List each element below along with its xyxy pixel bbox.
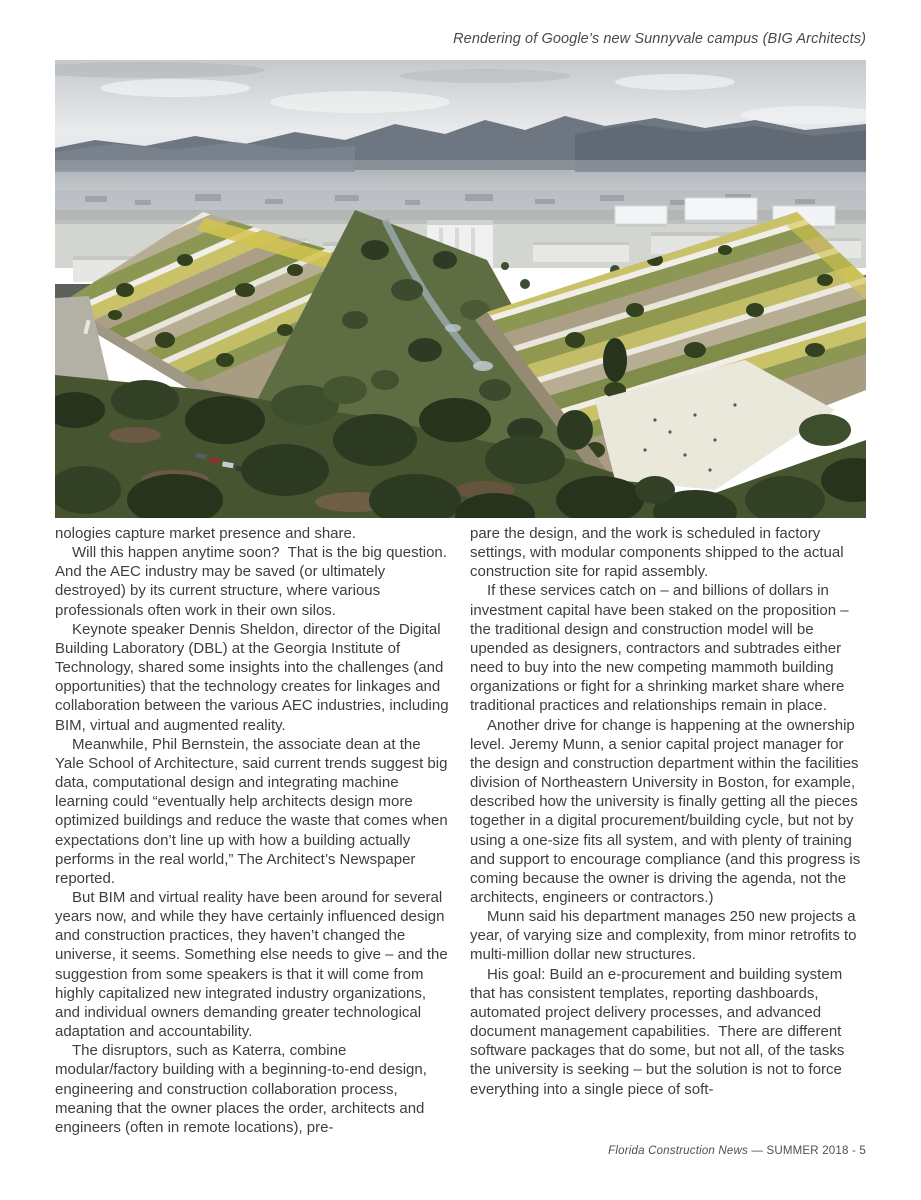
article-paragraph: nologies capture market presence and share.: [55, 525, 357, 542]
article-body: [55, 524, 867, 1137]
publication-name: Florida Construction News: [608, 1145, 748, 1157]
article-paragraph: His goal: Build an e-procurement and building system that has consistent templates, reporting dashboards, automated project delivery processes, and advanced document management capabilities. There are different software packages that do some, but not all, of the tasks the university is seeking – but the solution is not to force everything into a single piece of soft-: [470, 965, 849, 1098]
article-column-left: [55, 524, 452, 1137]
article-paragraph: Meanwhile, Phil Bernstein, the associate dean at the Yale School of Architecture, said current trends suggest big data, computational design and integrating machine learning could “eventually help architects design more optimized buildings and reduce the waste that comes when expectations don’t line up with how a building actually performs in the real world,” The Architect’s Newspaper reported.: [55, 735, 452, 887]
campus-rendering-illustration: [55, 60, 866, 518]
article-paragraph: pare the design, and the work is scheduled in factory settings, with modular components shipped to the actual construction site for rapid assembly.: [470, 525, 848, 581]
article-paragraph: Keynote speaker Dennis Sheldon, director of the Digital Building Laboratory (DBL) at the Georgia Institute of Technology, shared some insights into the challenges (and opportunities) that the technology creates for linkages and collaboration between the various AEC industries, including BIM, virtual and augmented reality.: [55, 620, 453, 734]
article-paragraph: Munn said his department manages 250 new projects a year, of varying size and complexity, from minor retrofits to multi-million dollar new structures.: [470, 908, 861, 964]
campus-rendering-image: [55, 60, 866, 518]
footer-separator: —: [747, 1145, 767, 1157]
image-caption: Rendering of Google’s new Sunnyvale campus (BIG Architects): [453, 31, 866, 47]
article-paragraph: Will this happen anytime soon? That is the big question. And the AEC industry may be saved (or ultimately destroyed) by its current structure, where various professionals often work in their own silos.: [55, 544, 451, 619]
article-paragraph: But BIM and virtual reality have been around for several years now, and while they have certainly influenced design and construction practices, they haven’t changed the universe, it seems. Something else needs to give – and the suggestion from some speakers is that it will come from highly capitalized new integrated industry organizations, and individual owners demanding greater technological adaptation and accountability.: [55, 888, 452, 1041]
issue-page-label: SUMMER 2018 - 5: [766, 1145, 866, 1157]
article-paragraph: The disruptors, such as Katerra, combine modular/factory building with a beginning-to-end design, engineering and construction collaboration process, meaning that the owner places the order, architects and engineers (often in remote locations), pre-: [55, 1042, 432, 1136]
article-paragraph: If these services catch on – and billions of dollars in investment capital have been staked on the proposition – the traditional design and construction model will be upended as designers, contractors and subtrades either need to buy into the new competing mammoth building organizations or fight for a shrinking market share where traditional practices and relationships remain in place.: [470, 582, 853, 715]
page-footer: [55, 1145, 866, 1157]
article-column-right: [470, 524, 867, 1137]
article-paragraph: Another drive for change is happening at the ownership level. Jeremy Munn, a senior capital project manager for the design and construction department within the facilities division of Northeastern University in Boston, for example, described how the university is finally getting all the pieces together in a digital procurement/building cycle, but not by using a one-size fits all system, and with plenty of training and support to encourage compliance (and this progress is coming because the owner is driving the agenda, not the architects, engineers or contractors.): [470, 716, 865, 906]
